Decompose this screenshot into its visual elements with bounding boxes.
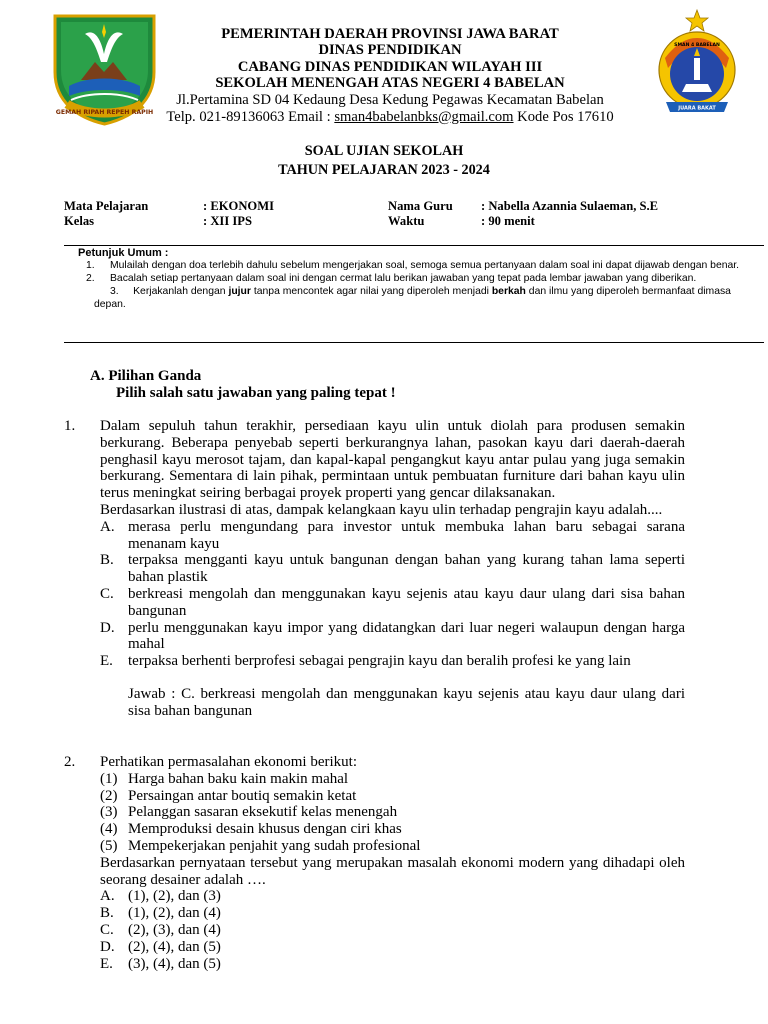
- option-e: [100, 956, 685, 973]
- class-value: : XII IPS: [203, 214, 252, 228]
- instruction-item: [64, 286, 764, 312]
- statement-number: (3): [100, 804, 118, 821]
- statement-text: Persaingan antar boutiq semakin ketat: [128, 787, 357, 804]
- option-text: terpaksa berhenti berprofesi sebagai pengrajin kayu dan beralih profesi ke yang lain: [128, 653, 631, 670]
- school-logo: [656, 8, 738, 120]
- option-text: (1), (2), dan (3): [128, 888, 221, 905]
- statement-item: [100, 804, 685, 821]
- option-text: (3), (4), dan (5): [128, 955, 221, 972]
- instruction-number: 3.: [110, 285, 119, 297]
- meta-labels-right: [388, 199, 453, 229]
- question-stem: Dalam sepuluh tahun terakhir, persediaan kayu ulin untuk diolah para produsen semakin berkurang. Beberapa penyebab seperti berkurangnya lahan, pasokan kayu dari daerah-daerah penghasil kayu merosot tajam, dan kapal-kapal pengangkut kayu antar pulau yang juga semakin berkurang. Sementara di lain pihak, permintaan untuk pembuatan furniture dari bahan kayu ulin terus meningkat seiring berbagai proyek properti yang gencar dilaksanakan.: [100, 418, 685, 502]
- letterhead-line-3: CABANG DINAS PENDIDIKAN WILAYAH III: [237, 58, 543, 75]
- time-value: : 90 menit: [481, 214, 535, 228]
- statement-item: [100, 838, 685, 855]
- statement-text: Harga bahan baku kain makin mahal: [128, 770, 349, 787]
- option-b: [100, 905, 685, 922]
- exam-year: TAHUN PELAJARAN 2023 - 2024: [278, 162, 490, 178]
- option-d: [100, 939, 685, 956]
- answer-key: Jawab : C. berkreasi mengolah dan menggunakan kayu sejenis atau kayu daur ulang dari sisa bahan bangunan: [128, 685, 685, 719]
- statement-number: (2): [100, 787, 118, 804]
- statement-text: Memproduksi desain khusus dengan ciri khas: [128, 821, 402, 838]
- option-letter: D.: [100, 619, 115, 636]
- letterhead-contact: [150, 109, 630, 126]
- question-prompt: Berdasarkan pernyataan tersebut yang merupakan masalah ekonomi modern yang dihadapi oleh seorang desainer adalah ….: [100, 854, 685, 888]
- letterhead-school-name: SEKOLAH MENENGAH ATAS NEGERI 4 BABELAN: [215, 75, 565, 92]
- option-text: (2), (3), dan (4): [128, 921, 221, 938]
- option-letter: C.: [100, 921, 114, 938]
- letterhead-line-2: DINAS PENDIDIKAN: [318, 42, 462, 59]
- option-letter: A.: [100, 888, 115, 905]
- option-text: (2), (4), dan (5): [128, 938, 221, 955]
- instruction-item: [64, 273, 764, 286]
- option-a: [100, 888, 685, 905]
- instructions-heading: Petunjuk Umum :: [78, 247, 169, 259]
- letterhead: [150, 26, 630, 126]
- option-text: terpaksa mengganti kayu untuk bangunan dengan bahan yang kurang tahan lama seperti bahan plastik: [128, 552, 685, 586]
- meta-labels-left: [64, 199, 148, 229]
- option-a: [100, 519, 685, 553]
- teacher-label: Nama Guru: [388, 199, 453, 213]
- instruction-emphasis: jujur: [228, 285, 251, 297]
- logo-left-motto: GEMAH RIPAH REPEH RAPIH: [55, 109, 154, 116]
- letterhead-phone: Telp. 021-89136063 Email :: [166, 108, 335, 125]
- letterhead-email-link[interactable]: sman4babelanbks@gmail.com: [334, 108, 514, 125]
- instruction-item: [64, 260, 764, 273]
- section-title: A. Pilihan Ganda: [90, 368, 202, 384]
- option-e: [100, 653, 685, 670]
- statement-number: (1): [100, 770, 118, 787]
- exam-title: SOAL UJIAN SEKOLAH: [304, 143, 464, 159]
- question-prompt: Berdasarkan ilustrasi di atas, dampak kelangkaan kayu ulin terhadap pengrajin kayu adalah....: [100, 501, 663, 518]
- option-text: berkreasi mengolah dan menggunakan kayu sejenis atau kayu daur ulang dari sisa bahan bangunan: [128, 585, 685, 619]
- instruction-text: dan ilmu yang diperoleh bermanfaat dimasa depan.: [94, 285, 731, 310]
- option-text: perlu menggunakan kayu impor yang didatangkan dari luar negeri walaupun dengan harga mahal: [128, 619, 685, 653]
- meta-values-left: [203, 199, 274, 229]
- option-text: merasa perlu mengundang para investor untuk membuka lahan baru sebagai sarana menanam kayu: [128, 518, 685, 552]
- section-subtitle: Pilih salah satu jawaban yang paling tepat !: [116, 385, 396, 401]
- logo-right-motto: JUARA BAKAT: [678, 105, 716, 112]
- statement-number: (5): [100, 837, 118, 854]
- instruction-text: tanpa mencontek agar nilai yang diperoleh menjadi: [250, 285, 492, 297]
- class-label: Kelas: [64, 214, 95, 228]
- question-number: 2.: [64, 754, 76, 770]
- section-heading: [90, 368, 396, 402]
- letterhead-line-1: PEMERINTAH DAERAH PROVINSI JAWA BARAT: [221, 26, 559, 42]
- option-letter: C.: [100, 585, 114, 602]
- statement-number: (4): [100, 821, 118, 838]
- statement-item: [100, 771, 685, 788]
- statement-item: [100, 788, 685, 805]
- statement-text: Mempekerjakan penjahit yang sudah profesional: [128, 837, 421, 854]
- option-b: [100, 552, 685, 586]
- time-label: Waktu: [388, 214, 425, 228]
- question-1: [64, 418, 685, 720]
- statement-text: Pelanggan sasaran eksekutif kelas menengah: [128, 804, 398, 821]
- option-letter: E.: [100, 653, 113, 670]
- letterhead-postcode: Kode Pos 17610: [513, 108, 614, 125]
- instruction-text: Mulailah dengan doa terlebih dahulu sebelum mengerjakan soal, semoga semua pertanyaan dalam soal ini dapat dijawab dengan benar.: [110, 259, 740, 271]
- question-stem: Perhatikan permasalahan ekonomi berikut:: [100, 754, 357, 770]
- statement-item: [100, 821, 685, 838]
- option-c: [100, 922, 685, 939]
- teacher-value: : Nabella Azannia Sulaeman, S.E: [481, 199, 659, 213]
- option-letter: B.: [100, 552, 114, 569]
- instruction-text: Bacalah setiap pertanyaan dalam soal ini dengan cermat lalu berikan jawaban yang tepat pada lembar jawaban yang diberikan.: [110, 272, 697, 284]
- instruction-emphasis: berkah: [491, 285, 526, 297]
- instruction-text: Kerjakanlah dengan: [133, 285, 229, 297]
- instruction-number: 2.: [86, 272, 95, 284]
- letterhead-address: Jl.Pertamina SD 04 Kedaung Desa Kedung Pegawas Kecamatan Babelan: [176, 91, 604, 108]
- question-number: 1.: [64, 418, 76, 434]
- option-letter: E.: [100, 955, 113, 972]
- general-instructions: [64, 245, 764, 343]
- logo-right-label: SMAN 4 BABELAN: [674, 43, 720, 48]
- option-letter: A.: [100, 518, 115, 535]
- option-d: [100, 620, 685, 654]
- option-c: [100, 586, 685, 620]
- west-java-province-logo: [47, 10, 162, 126]
- meta-values-right: [481, 199, 658, 229]
- question-2: [64, 754, 685, 972]
- option-letter: D.: [100, 938, 115, 955]
- subject-value: : EKONOMI: [203, 199, 275, 213]
- instruction-number: 1.: [86, 259, 95, 271]
- option-text: (1), (2), dan (4): [128, 905, 221, 922]
- subject-label: Mata Pelajaran: [64, 199, 149, 213]
- option-letter: B.: [100, 905, 114, 922]
